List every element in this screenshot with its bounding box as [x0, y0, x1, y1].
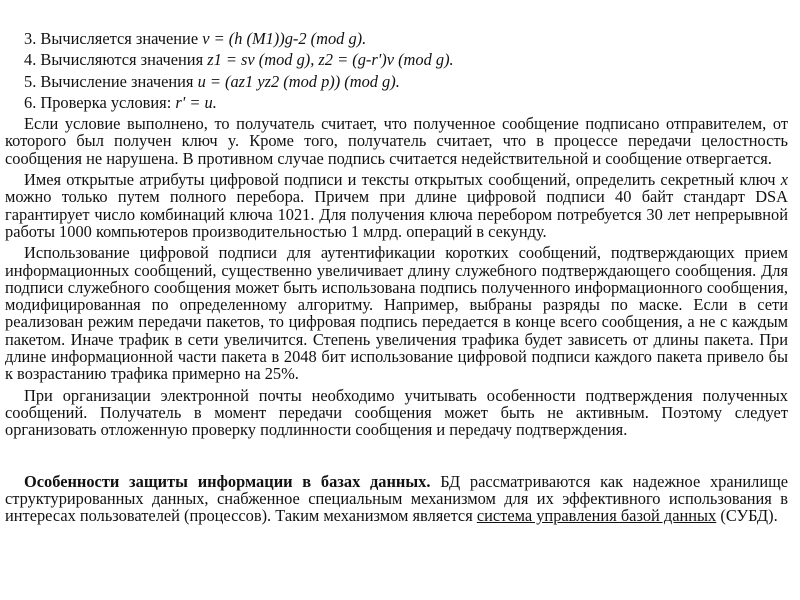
paragraph-email: При организации электронной почты необходимо учитывать особенности подтверждения полученных сообщений. Получатель в момент передачи сообщения может быть не активным. Поэтому следует организовать отложенную проверку подлинности сообщения и передачу подтверждения.	[5, 385, 788, 440]
step-formula: u = (az1 yz2 (mod p)) (mod g).	[197, 71, 400, 91]
variable-x: x	[780, 170, 788, 190]
paragraph-key-search	[5, 171, 788, 240]
step-4	[5, 51, 788, 68]
paragraph-text: Имея открытые атрибуты цифровой подписи и тексты открытых сообщений, определить секретный ключ	[24, 170, 781, 190]
section-heading: Особенности защиты информации в базах данных.	[24, 471, 431, 491]
step-formula: v = (h (M1))g-2 (mod g).	[202, 29, 367, 48]
paragraph-text: можно только путем полного перебора. Причем при длине цифровой подписи 40 байт стандарт DSA гарантирует число комбинаций ключа 1021. Для получения ключа перебором потребуется 30 лет непрерывной работы 1000 компьютеров производительностью 1 млрд. операций в секунду.	[5, 187, 788, 241]
step-label: 4. Вычисляются значения	[24, 50, 208, 70]
paragraph-text: БД рассматриваются как надежное хранилище структурированных данных, снабженное специальным механизмом для их эффективного использования в интересах пользователей (процессов). Таким механизмом является	[5, 471, 789, 526]
step-label: 6. Проверка условия:	[24, 92, 176, 112]
step-formula: z1 = sv (mod g), z2 = (g-r')v (mod g).	[207, 50, 454, 70]
paragraph-short-messages: Использование цифровой подписи для аутентификации коротких сообщений, подтверждающих прием информационных сообщений, существенно увеличивает длину служебного подтверждающего сообщения. Для подписи служебного сообщения может быть использована подпись полученного информационного сообщения, модифицированная по определенному алгоритму. Например, выбраны разряды по маске. Если в сети реализован режим передачи пакетов, то цифровая подпись передается в конце всего сообщения, а не с каждым пакетом. Иначе трафик в сети увеличится. Степень увеличения трафика будет зависеть от длины пакета. При длине информационной части пакета в 2048 бит использование цифровой подписи каждого пакета привело бы к возрастанию трафика примерно на 25%.	[5, 243, 788, 384]
paragraph-verification: Если условие выполнено, то получатель считает, что полученное сообщение подписано отправителем, от которого был получен ключ y. Кроме того, получатель считает, что в процессе передачи целостность сообщения не нарушена. В противном случае подпись считается недействительной и сообщение отвергается.	[5, 114, 788, 168]
step-label: 5. Вычисление значения	[24, 71, 198, 91]
step-3	[5, 30, 788, 47]
step-formula: r' = u.	[175, 92, 217, 112]
document-page	[5, 30, 788, 524]
step-6	[5, 94, 788, 111]
paragraph-text: (СУБД).	[716, 506, 778, 526]
step-5	[5, 73, 788, 90]
paragraph-database-security	[5, 473, 788, 525]
step-label: 3. Вычисляется значение	[24, 29, 203, 48]
dbms-term-link[interactable]: система управления базой данных	[476, 506, 717, 526]
